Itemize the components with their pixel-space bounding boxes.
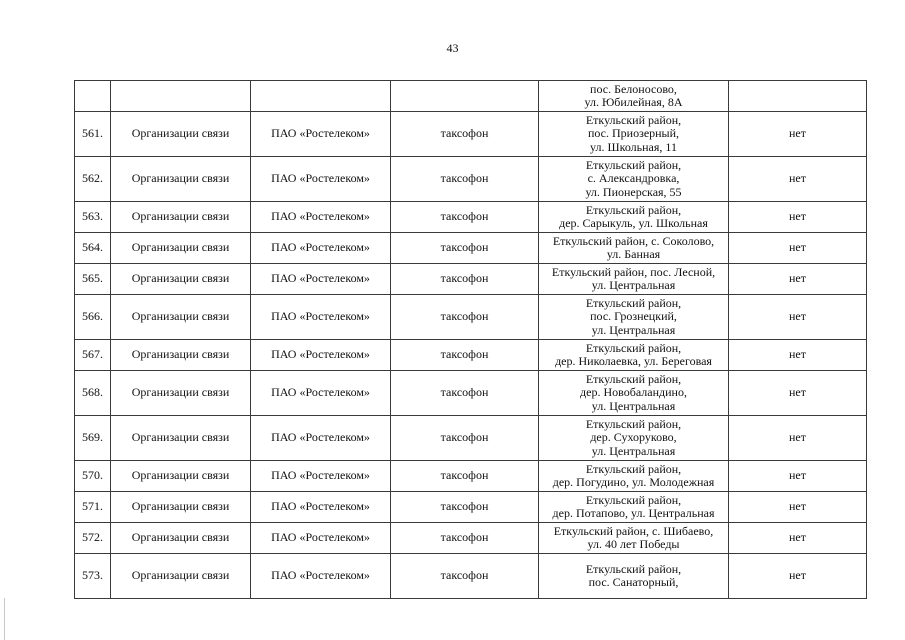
category-cell: Организации связи	[111, 416, 251, 461]
category-cell	[111, 81, 251, 112]
number-cell: 564.	[75, 233, 111, 264]
object-type-cell: таксофон	[391, 340, 539, 371]
operator-cell	[251, 81, 391, 112]
operator-cell: ПАО «Ростелеком»	[251, 371, 391, 416]
address-line: дер. Сухоруково,	[590, 430, 677, 445]
number-cell: 565.	[75, 264, 111, 295]
address-cell	[539, 81, 729, 112]
status-cell: нет	[729, 523, 867, 554]
address-line: Еткульский район, пос. Лесной,	[551, 264, 716, 279]
address-line: пос. Санаторный,	[588, 575, 679, 589]
object-type-cell: таксофон	[391, 112, 539, 157]
number-cell: 568.	[75, 371, 111, 416]
page-number: 43	[446, 41, 459, 55]
address-line: Еткульский район,	[585, 371, 682, 386]
address-cell	[539, 340, 729, 371]
address-line: пос. Грознецкий,	[590, 309, 677, 324]
table-row	[75, 202, 867, 233]
address-cell	[539, 112, 729, 157]
object-type-cell: таксофон	[391, 492, 539, 523]
status-cell: нет	[729, 264, 867, 295]
status-cell: нет	[729, 371, 867, 416]
operator-cell: ПАО «Ростелеком»	[251, 112, 391, 157]
object-type-cell: таксофон	[391, 233, 539, 264]
status-cell: нет	[729, 202, 867, 233]
address-cell	[539, 295, 729, 340]
address-cell	[539, 416, 729, 461]
status-cell: нет	[729, 416, 867, 461]
category-cell: Организации связи	[111, 340, 251, 371]
category-cell: Организации связи	[111, 371, 251, 416]
number-cell: 569.	[75, 416, 111, 461]
operator-cell: ПАО «Ростелеком»	[251, 157, 391, 202]
address-line: с. Александровка,	[587, 171, 680, 186]
object-type-cell	[391, 81, 539, 112]
status-cell: нет	[729, 340, 867, 371]
address-line: Еткульский район,	[585, 340, 682, 355]
number-cell: 563.	[75, 202, 111, 233]
table-row	[75, 295, 867, 340]
registry-table	[74, 80, 867, 599]
address-line: Еткульский район,	[585, 295, 682, 310]
object-type-cell: таксофон	[391, 264, 539, 295]
address-line: Еткульский район,	[585, 492, 682, 507]
address-cell	[539, 523, 729, 554]
number-cell: 561.	[75, 112, 111, 157]
table-row	[75, 340, 867, 371]
address-line: Еткульский район,	[585, 157, 682, 172]
status-cell: нет	[729, 112, 867, 157]
category-cell: Организации связи	[111, 157, 251, 202]
table-row	[75, 554, 867, 599]
operator-cell: ПАО «Ростелеком»	[251, 202, 391, 233]
address-line: Еткульский район,	[585, 112, 682, 127]
status-cell: нет	[729, 233, 867, 264]
object-type-cell: таксофон	[391, 523, 539, 554]
address-line: Еткульский район,	[585, 461, 682, 476]
address-cell	[539, 202, 729, 233]
address-line: пос. Приозерный,	[587, 126, 680, 141]
category-cell: Организации связи	[111, 492, 251, 523]
status-cell	[729, 81, 867, 112]
number-cell: 572.	[75, 523, 111, 554]
object-type-cell: таксофон	[391, 371, 539, 416]
category-cell: Организации связи	[111, 461, 251, 492]
operator-cell: ПАО «Ростелеком»	[251, 523, 391, 554]
address-line: ул. Центральная	[591, 322, 676, 337]
address-line: Еткульский район, с. Соколово,	[552, 233, 715, 248]
number-cell: 567.	[75, 340, 111, 371]
number-cell: 562.	[75, 157, 111, 202]
address-line: Еткульский район,	[585, 202, 682, 217]
address-line: Еткульский район,	[585, 561, 682, 576]
table-row	[75, 157, 867, 202]
address-line: дер. Новобаландино,	[580, 385, 687, 400]
address-cell	[539, 264, 729, 295]
number-cell: 571.	[75, 492, 111, 523]
address-line: ул. Школьная, 11	[590, 139, 677, 154]
table-row	[75, 233, 867, 264]
category-cell: Организации связи	[111, 523, 251, 554]
address-line: ул. Центральная	[591, 443, 676, 458]
address-line: дер. Николаевка, ул. Береговая	[555, 354, 712, 368]
address-line: Еткульский район,	[585, 416, 682, 431]
operator-cell: ПАО «Ростелеком»	[251, 461, 391, 492]
object-type-cell: таксофон	[391, 295, 539, 340]
table-row	[75, 371, 867, 416]
category-cell: Организации связи	[111, 264, 251, 295]
status-cell: нет	[729, 554, 867, 599]
status-cell: нет	[729, 295, 867, 340]
category-cell: Организации связи	[111, 233, 251, 264]
category-cell: Организации связи	[111, 554, 251, 599]
number-cell: 566.	[75, 295, 111, 340]
address-line: дер. Погудино, ул. Молодежная	[552, 475, 715, 489]
address-cell	[539, 461, 729, 492]
table-row	[75, 492, 867, 523]
table-row	[75, 461, 867, 492]
number-cell	[75, 81, 111, 112]
category-cell: Организации связи	[111, 295, 251, 340]
table-row	[75, 523, 867, 554]
status-cell: нет	[729, 157, 867, 202]
operator-cell: ПАО «Ростелеком»	[251, 492, 391, 523]
address-cell	[539, 492, 729, 523]
address-line: ул. Пионерская, 55	[585, 184, 682, 199]
address-line: ул. 40 лет Победы	[587, 537, 680, 551]
table-row	[75, 264, 867, 295]
object-type-cell: таксофон	[391, 202, 539, 233]
scan-edge-mark	[4, 598, 5, 640]
number-cell: 573.	[75, 554, 111, 599]
address-line: дер. Потапово, ул. Центральная	[552, 506, 715, 520]
number-cell: 570.	[75, 461, 111, 492]
table-body	[75, 81, 867, 599]
address-cell	[539, 233, 729, 264]
address-line: ул. Юбилейная, 8А	[584, 95, 683, 109]
address-line: Еткульский район, с. Шибаево,	[553, 523, 714, 538]
address-line: пос. Белоносово,	[590, 81, 677, 96]
operator-cell: ПАО «Ростелеком»	[251, 554, 391, 599]
operator-cell: ПАО «Ростелеком»	[251, 233, 391, 264]
operator-cell: ПАО «Ростелеком»	[251, 340, 391, 371]
object-type-cell: таксофон	[391, 461, 539, 492]
address-line: дер. Сарыкуль, ул. Школьная	[559, 216, 708, 230]
object-type-cell: таксофон	[391, 554, 539, 599]
address-line: ул. Центральная	[591, 398, 676, 413]
object-type-cell: таксофон	[391, 416, 539, 461]
operator-cell: ПАО «Ростелеком»	[251, 416, 391, 461]
status-cell: нет	[729, 492, 867, 523]
address-cell	[539, 554, 729, 599]
category-cell: Организации связи	[111, 112, 251, 157]
table-row	[75, 112, 867, 157]
address-line: ул. Банная	[606, 247, 661, 261]
object-type-cell: таксофон	[391, 157, 539, 202]
address-cell	[539, 157, 729, 202]
operator-cell: ПАО «Ростелеком»	[251, 264, 391, 295]
status-cell: нет	[729, 461, 867, 492]
table-row	[75, 416, 867, 461]
address-line: ул. Центральная	[591, 278, 676, 292]
address-cell	[539, 371, 729, 416]
operator-cell: ПАО «Ростелеком»	[251, 295, 391, 340]
category-cell: Организации связи	[111, 202, 251, 233]
table-row-continued	[75, 81, 867, 112]
